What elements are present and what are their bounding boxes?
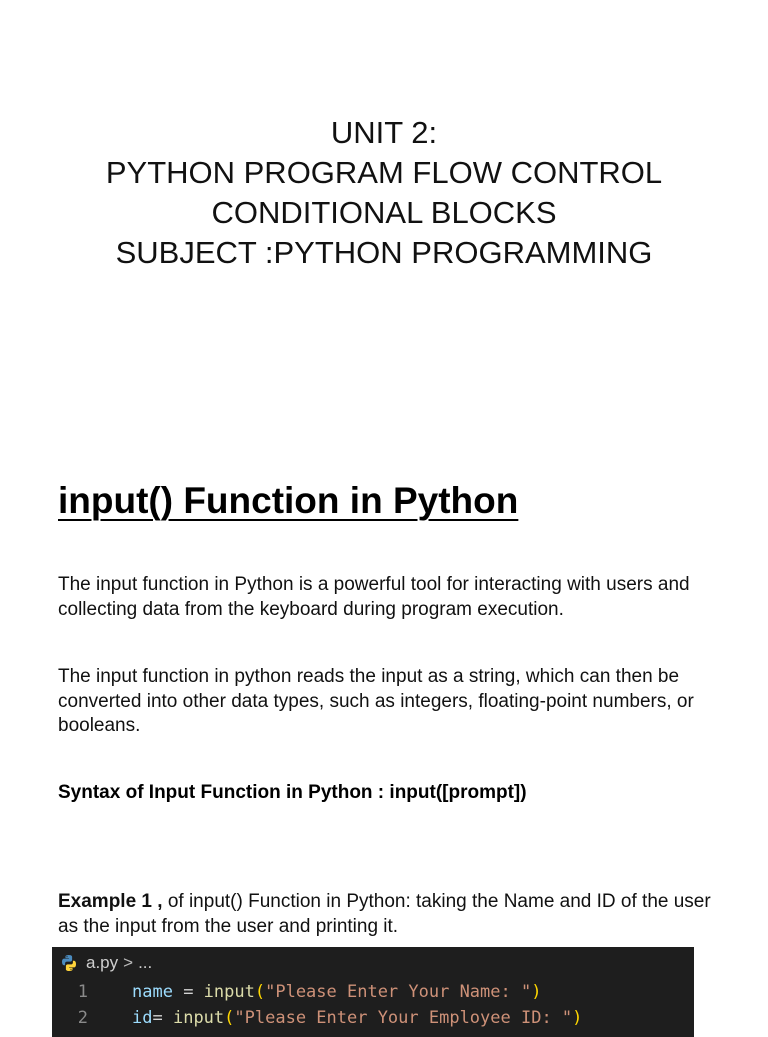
section-heading: input() Function in Python [58, 480, 519, 521]
paragraph-intro: The input function in Python is a powerful tool for interacting with users and collecting data from the keyboard during program execution. [58, 574, 690, 620]
python-icon [60, 954, 78, 972]
code-variable: name [132, 982, 173, 1002]
breadcrumb-more[interactable]: ... [138, 953, 153, 972]
file-name[interactable]: a.py [86, 953, 119, 972]
code-paren: ) [572, 1008, 583, 1028]
editor-breadcrumb [52, 947, 694, 979]
subject-value: :PYTHON PROGRAMMING [256, 235, 653, 270]
code-variable: id [132, 1008, 153, 1028]
code-string: "Please Enter Your Name: " [265, 982, 532, 1002]
code-function: input [172, 1008, 225, 1028]
subject-label: SUBJECT [115, 235, 257, 270]
code-paren: ( [254, 982, 266, 1002]
example-text: of input() Function in Python: taking the Name and ID of the user as the input from the user and printing it. [58, 891, 711, 937]
code-line [52, 979, 694, 1005]
line-number: 2 [77, 1008, 88, 1028]
unit-topic: PYTHON PROGRAM FLOW CONTROL [105, 155, 663, 190]
code-paren: ) [531, 982, 542, 1002]
code-string: "Please Enter Your Employee ID: " [234, 1008, 573, 1028]
line-number: 1 [77, 982, 88, 1002]
code-operator: = [172, 982, 204, 1002]
example-description [58, 890, 728, 939]
paragraph-conversion: The input function in python reads the input as a string, which can then be converted into other data types, such as integers, floating-point numbers, or booleans. [58, 666, 694, 736]
subject-line [0, 233, 768, 273]
unit-subtopic: CONDITIONAL BLOCKS [211, 195, 557, 230]
code-paren: ( [224, 1008, 235, 1028]
title-block [0, 113, 768, 273]
code-line [52, 1005, 694, 1031]
syntax-line: Syntax of Input Function in Python : input([prompt]) [58, 782, 527, 803]
breadcrumb-separator: > [123, 953, 134, 972]
unit-title: UNIT 2: [330, 115, 438, 150]
code-operator: = [152, 1008, 173, 1028]
code-function: input [203, 982, 255, 1002]
example-label: Example 1 , [58, 891, 163, 912]
